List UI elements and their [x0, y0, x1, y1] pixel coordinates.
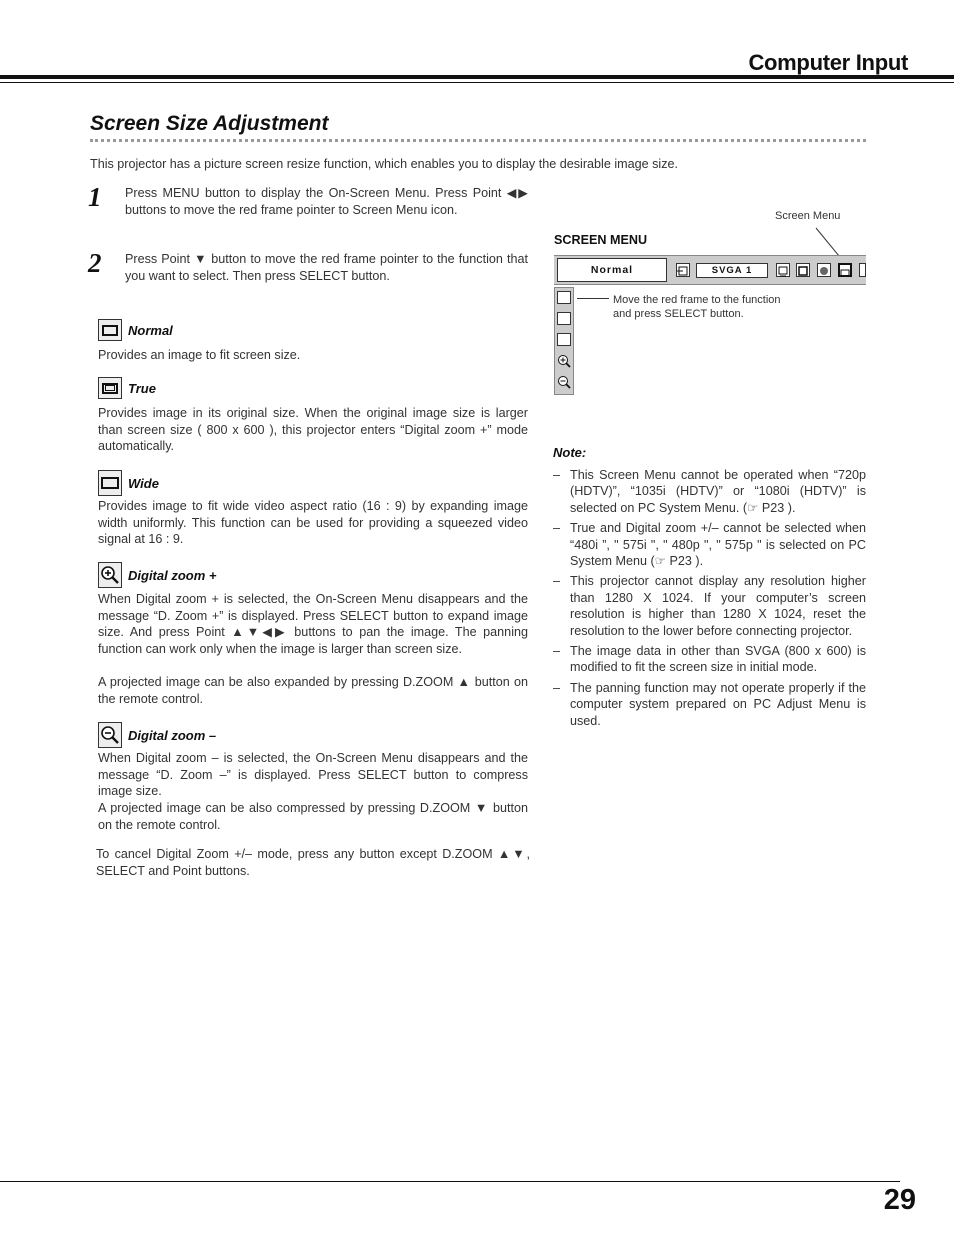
note-item: – True and Digital zoom +/– cannot be selected when “480i ”, " 575i ", " 480p ", " 575p " is selected on PC System Menu (☞ P23 ). [553, 521, 866, 569]
true-text: Provides image in its original size. When the original image size is larger than screen size ( 800 x 600 ), this projector enters “Digital zoom +” mode automatically. [98, 406, 528, 454]
zoom-plus-icon [98, 562, 122, 588]
normal-text: Provides an image to fit screen size. [98, 348, 301, 362]
step-2-number: 2 [88, 248, 102, 278]
submenu-zoom-plus-icon[interactable] [557, 354, 571, 367]
section-title: Screen Size Adjustment [90, 112, 329, 135]
step-1-number: 1 [88, 182, 102, 212]
zoom-plus-text: When Digital zoom + is selected, the On-Screen Menu disappears and the message “D. Zoom +” is displayed. Press SELECT button to expand image size. And press Point ▲▼◀▶ buttons to pan the image. The panning function can work only when the image is larger than screen size. [98, 592, 528, 656]
normal-menu-field[interactable]: Normal [557, 258, 667, 282]
section-divider [90, 139, 866, 142]
zoom-minus-icon [98, 722, 122, 748]
wide-label: Wide [128, 475, 159, 491]
zoom-plus-remote-text: A projected image can be also expanded by pressing D.ZOOM ▲ button on the remote control. [98, 675, 528, 706]
screen-menu-label: SCREEN MENU [554, 233, 648, 247]
side-callout-line-1: Move the red frame to the function [613, 294, 781, 306]
pc-adjust-icon[interactable] [796, 263, 810, 277]
screen-menu-icon[interactable] [838, 263, 852, 277]
note-item: – This projector cannot display any resolution higher than 1280 X 1024. If your computer’s screen resolution is higher than 1280 X 1024, reset the resolution to the lower before connecting projector. [553, 574, 866, 638]
true-heading [98, 377, 156, 399]
wide-heading [98, 470, 159, 496]
note-item: – This Screen Menu cannot be operated when “720p (HDTV)”, “1035i (HDTV)” or “1080i (HDTV)” is selected on PC System Menu. (☞ P23 ). [553, 468, 866, 515]
note-title: Note: [553, 445, 587, 460]
screen-menu-callout: Screen Menu [775, 210, 841, 222]
zoom-minus-label: Digital zoom – [128, 727, 217, 743]
wide-text: Provides image to fit wide video aspect ratio (16 : 9) by expanding image width uniformly. This function can be used for providing a squeezed video signal at 16 : 9. [98, 499, 528, 547]
note-item: – The panning function may not operate properly if the computer system prepared on PC Adjust Menu is used. [553, 680, 866, 728]
cancel-text: To cancel Digital Zoom +/– mode, press any button except D.ZOOM ▲▼, SELECT and Point buttons. [96, 847, 530, 878]
normal-label: Normal [128, 322, 173, 338]
image-adjust-icon[interactable] [776, 263, 790, 277]
true-icon [98, 377, 122, 399]
zoom-minus-remote-text: A projected image can be also compressed by pressing D.ZOOM ▼ button on the remote control. [98, 801, 528, 832]
normal-heading [98, 319, 173, 341]
signal-field[interactable]: SVGA 1 [696, 263, 768, 278]
side-callout-line [577, 298, 609, 299]
footer-rule [0, 1181, 900, 1182]
header-rule [0, 75, 954, 79]
page-number: 29 [883, 1184, 916, 1216]
normal-icon [98, 319, 122, 341]
setting-icon[interactable] [817, 263, 831, 277]
intro-text: This projector has a picture screen resize function, which enables you to display the desirable image size. [90, 157, 679, 171]
screen-menu-bar [554, 255, 866, 285]
zoom-plus-label: Digital zoom + [128, 567, 217, 583]
note-list [553, 467, 866, 733]
submenu-wide-icon[interactable] [557, 333, 571, 346]
submenu-true-icon[interactable] [557, 312, 571, 325]
header-title: Computer Input [748, 50, 908, 75]
header-rule-thin [0, 82, 954, 83]
zoom-minus-text: When Digital zoom – is selected, the On-Screen Menu disappears and the message “D. Zoom –” is displayed. Press SELECT button to compress image size. [98, 751, 528, 799]
screen-submenu [554, 287, 574, 395]
step-1-text: Press MENU button to display the On-Screen Menu. Press Point ◀▶ buttons to move the red frame pointer to Screen Menu icon. [125, 186, 528, 217]
submenu-zoom-minus-icon[interactable] [557, 375, 571, 388]
zoom-plus-heading [98, 562, 216, 588]
true-label: True [128, 380, 156, 396]
note-item: – The image data in other than SVGA (800 x 600) is modified to fit the screen size in initial mode. [553, 644, 866, 675]
input-icon[interactable] [676, 263, 690, 277]
side-callout-line-2: and press SELECT button. [613, 308, 744, 320]
step-2-text: Press Point ▼ button to move the red frame pointer to the function that you want to select. Then press SELECT button. [125, 252, 528, 283]
zoom-minus-heading [98, 722, 216, 748]
wide-icon [98, 470, 122, 496]
submenu-normal-icon[interactable] [557, 291, 571, 304]
more-menu-icon[interactable] [859, 263, 866, 277]
